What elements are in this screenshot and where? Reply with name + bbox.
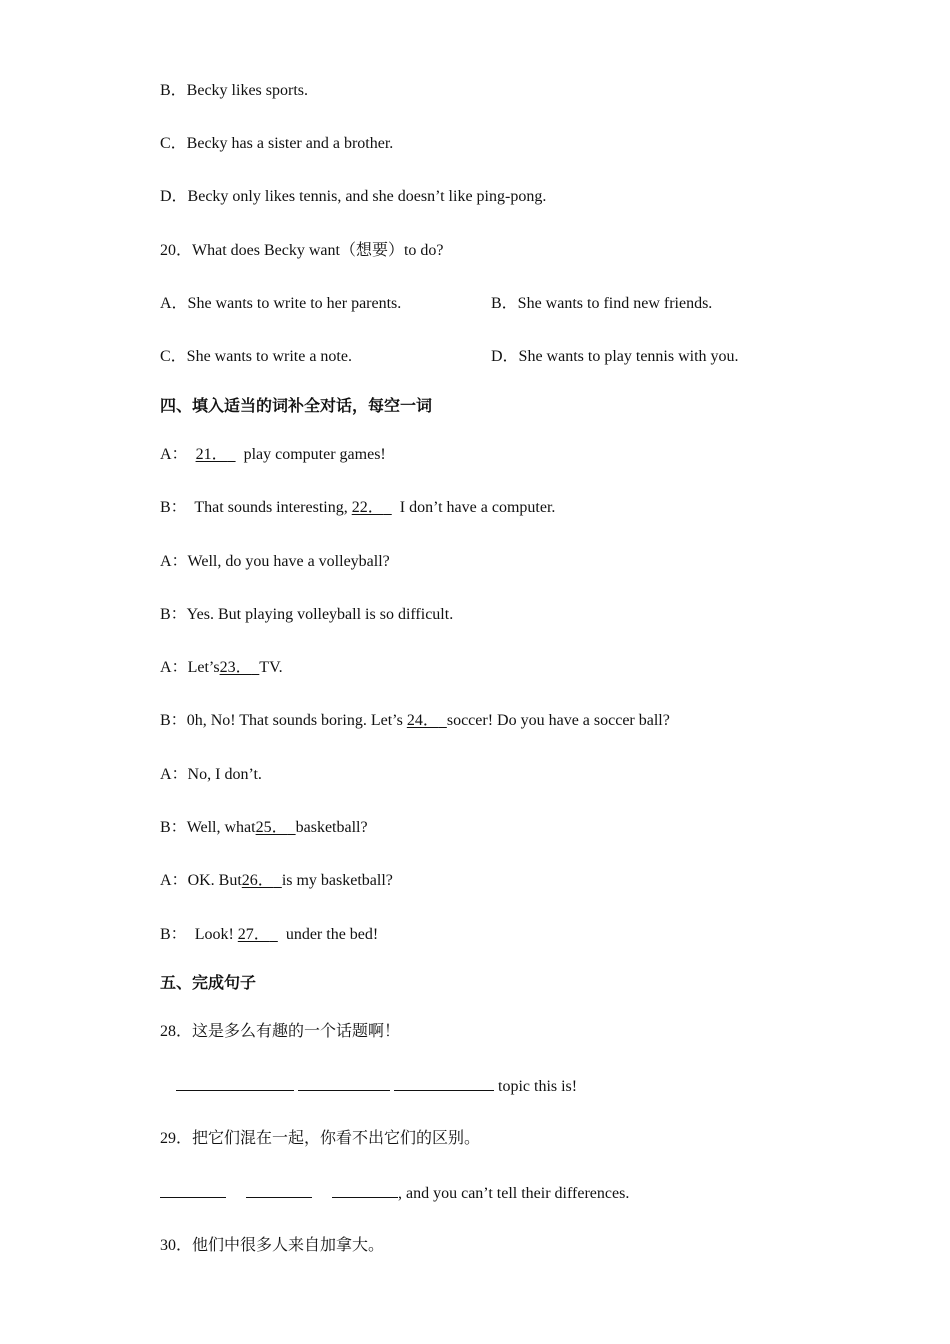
text-before: 0h, No! That sounds boring. Let’s [186,712,407,729]
blank-22: 22． [351,499,384,516]
dialogue-line-26 [160,871,393,891]
blank-21: 21． [195,446,228,463]
text-after: under the bed! [277,926,379,943]
text-after: is my basketball? [281,872,393,889]
q29-answer-line [160,1183,629,1204]
text-before [188,446,196,463]
answer-blank [332,1183,398,1198]
text-after: basketball? [295,819,368,836]
speaker: A： [160,659,188,676]
dialogue-line-22 [160,498,555,518]
q29-answer-tail: , and you can’t tell their differences. [398,1185,630,1202]
q29-question: 29．把它们混在一起，你看不出它们的区别。 [160,1130,481,1147]
speaker: B： [160,499,187,516]
text-after: play computer games! [235,446,386,463]
q20-question: 20．What does Becky want（想要）to do? [160,242,444,259]
speaker: B： [160,712,187,729]
text-after: TV. [259,659,283,676]
q28-answer-line [176,1076,577,1097]
dialogue-line-3: A：Well, do you have a volleyball? [160,553,390,570]
blank-27: 27． [237,926,270,943]
answer-blank [298,1076,390,1091]
answer-blank [160,1183,226,1198]
blank-27-pad [270,926,278,943]
answer-blank [394,1076,494,1091]
q20-option-b: B．She wants to find new friends. [491,295,713,312]
answer-blank [246,1183,312,1198]
speaker: B： [160,926,187,943]
blank-24-pad [439,712,447,729]
dialogue-line-4: B：Yes. But playing volleyball is so difficult. [160,606,454,623]
text-before: Let’s [187,659,220,676]
q20-option-c: C．She wants to write a note. [160,348,352,365]
section4-title: 四、填入适当的词补全对话，每空一词 [160,396,433,415]
blank-22-pad [384,499,392,516]
text-before: Well, what [186,819,256,836]
blank-25-pad [288,819,296,836]
blank-23: 23． [219,659,252,676]
speaker: A： [160,872,188,889]
q20-option-a: A．She wants to write to her parents. [160,295,402,312]
q28-answer-tail: topic this is! [494,1078,578,1095]
text-before: OK. But [187,872,242,889]
text-after: soccer! Do you have a soccer ball? [446,712,670,729]
blank-21-pad [228,446,236,463]
text-before: Look! [186,926,238,943]
q19-option-b: B．Becky likes sports. [160,82,308,99]
answer-blank [176,1076,294,1091]
section5-title: 五、完成句子 [160,973,257,992]
speaker: B： [160,819,187,836]
blank-24: 24． [406,712,439,729]
dialogue-line-27 [160,925,378,945]
blank-25: 25． [255,819,288,836]
text-after: I don’t have a computer. [391,499,556,516]
dialogue-line-21 [160,445,386,465]
dialogue-line-24 [160,711,670,731]
text-before: That sounds interesting, [186,499,352,516]
q19-option-d: D．Becky only likes tennis, and she doesn’t like ping-pong. [160,188,547,205]
dialogue-line-23 [160,658,283,678]
q19-option-c: C．Becky has a sister and a brother. [160,135,394,152]
q28-question: 28．这是多么有趣的一个话题啊！ [160,1023,401,1040]
dialogue-line-25 [160,818,368,838]
dialogue-line-7: A：No, I don’t. [160,766,262,783]
speaker: A： [160,446,188,463]
blank-26-pad [274,872,282,889]
q20-option-d: D．She wants to play tennis with you. [491,348,739,365]
q30-question: 30．他们中很多人来自加拿大。 [160,1237,385,1254]
blank-26: 26． [241,872,274,889]
